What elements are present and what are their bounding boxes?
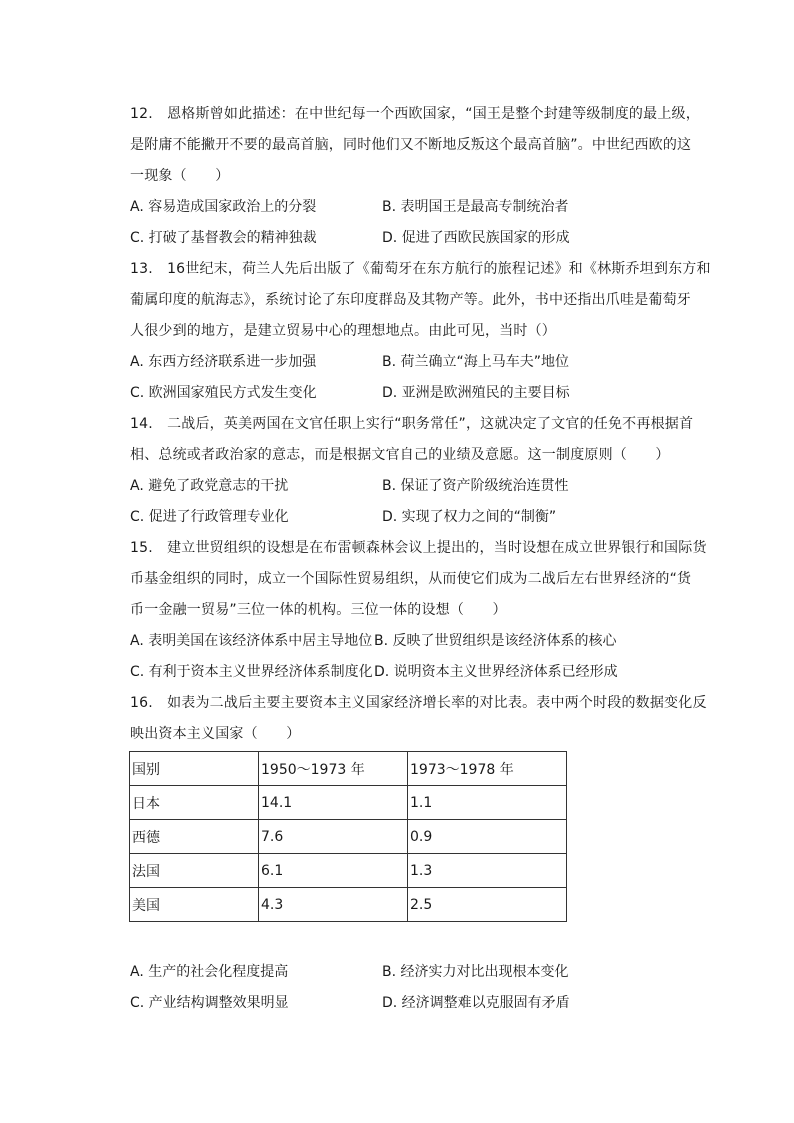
q14-line-2: 相、总统或者政治家的意志，而是根据文官自己的业绩及意愿。这一制度原则（ ） — [130, 447, 670, 463]
q13-option-c: C. 欧洲国家殖民方式发生变化 — [130, 385, 317, 401]
q13-line-1: 13. 16世纪末，荷兰人先后出版了《葡萄牙在东方航行的旅程记述》和《林斯乔坦到东方和 — [130, 261, 711, 277]
q13-line-3: 人很少到的地方，是建立贸易中心的理想地点。由此可见，当时（） — [130, 323, 556, 339]
q15-option-c: C. 有利于资本主义世界经济体系制度化 — [130, 664, 373, 680]
table-header-cell: 1973～1978 年 — [408, 752, 567, 786]
q13-option-d: D. 亚洲是欧洲殖民的主要目标 — [382, 385, 570, 401]
table-cell: 西德 — [130, 820, 259, 854]
q15-option-d: D. 说明资本主义世界经济体系已经形成 — [374, 664, 618, 680]
table-header-cell: 1950～1973 年 — [259, 752, 408, 786]
table-cell: 法国 — [130, 854, 259, 888]
q15-line-2: 币基金组织的同时，成立一个国际性贸易组织，从而使它们成为二战后左右世界经济的“货 — [130, 571, 692, 587]
q12-option-a: A. 容易造成国家政治上的分裂 — [130, 199, 317, 215]
q14-option-a: A. 避免了政党意志的干扰 — [130, 478, 289, 494]
table-row — [130, 888, 567, 922]
table-header-cell: 国别 — [130, 752, 259, 786]
table-row — [130, 786, 567, 820]
table-cell: 0.9 — [408, 820, 567, 854]
q12-option-b: B. 表明国王是最高专制统治者 — [382, 199, 569, 215]
table-cell: 6.1 — [259, 854, 408, 888]
q14-option-b: B. 保证了资产阶级统治连贯性 — [382, 478, 569, 494]
q16-option-b: B. 经济实力对比出现根本变化 — [382, 964, 569, 980]
table-header-row — [130, 752, 567, 786]
q14-option-c: C. 促进了行政管理专业化 — [130, 509, 289, 525]
table-cell: 日本 — [130, 786, 259, 820]
q15-line-3: 币一金融一贸易”三位一体的机构。三位一体的设想（ ） — [130, 602, 507, 618]
table-cell: 1.3 — [408, 854, 567, 888]
q16-option-a: A. 生产的社会化程度提高 — [130, 964, 289, 980]
q12-line-2: 是附庸不能撇开不要的最高首脑，同时他们又不断地反叛这个最高首脑”。中世纪西欧的这 — [130, 137, 692, 153]
q12-line-3: 一现象（ ） — [130, 168, 230, 184]
q13-option-a: A. 东西方经济联系进一步加强 — [130, 354, 317, 370]
q12-line-1: 12. 恩格斯曾如此描述：在中世纪每一个西欧国家，“国王是整个封建等级制度的最上级， — [130, 106, 700, 122]
q16-line-2: 映出资本主义国家（ ） — [130, 726, 301, 742]
table-cell: 7.6 — [259, 820, 408, 854]
table-cell: 4.3 — [259, 888, 408, 922]
q13-line-2: 葡属印度的航海志》，系统讨论了东印度群岛及其物产等。此外，书中还指出爪哇是葡萄牙 — [130, 292, 691, 308]
q16-option-c: C. 产业结构调整效果明显 — [130, 995, 289, 1011]
table-row — [130, 820, 567, 854]
q12-option-d: D. 促进了西欧民族国家的形成 — [382, 230, 570, 246]
q15-option-b: B. 反映了世贸组织是该经济体系的核心 — [374, 633, 617, 649]
growth-rate-table — [129, 751, 567, 922]
table-cell: 14.1 — [259, 786, 408, 820]
q15-option-a: A. 表明美国在该经济体系中居主导地位 — [130, 633, 373, 649]
q13-option-b: B. 荷兰确立“海上马车夫”地位 — [382, 354, 570, 370]
table-row — [130, 854, 567, 888]
q16-line-1: 16. 如表为二战后主要主要资本主义国家经济增长率的对比表。表中两个时段的数据变化反 — [130, 695, 707, 711]
table-cell: 2.5 — [408, 888, 567, 922]
q14-option-d: D. 实现了权力之间的“制衡” — [382, 509, 557, 525]
q14-line-1: 14. 二战后，英美两国在文官任职上实行“职务常任”，这就决定了文官的任免不再根据首 — [130, 416, 694, 432]
table-cell: 美国 — [130, 888, 259, 922]
q12-option-c: C. 打破了基督教会的精神独裁 — [130, 230, 317, 246]
q16-option-d: D. 经济调整难以克服固有矛盾 — [382, 995, 570, 1011]
table-cell: 1.1 — [408, 786, 567, 820]
q15-line-1: 15. 建立世贸组织的设想是在布雷顿森林会议上提出的，当时设想在成立世界银行和国际货 — [130, 540, 707, 556]
